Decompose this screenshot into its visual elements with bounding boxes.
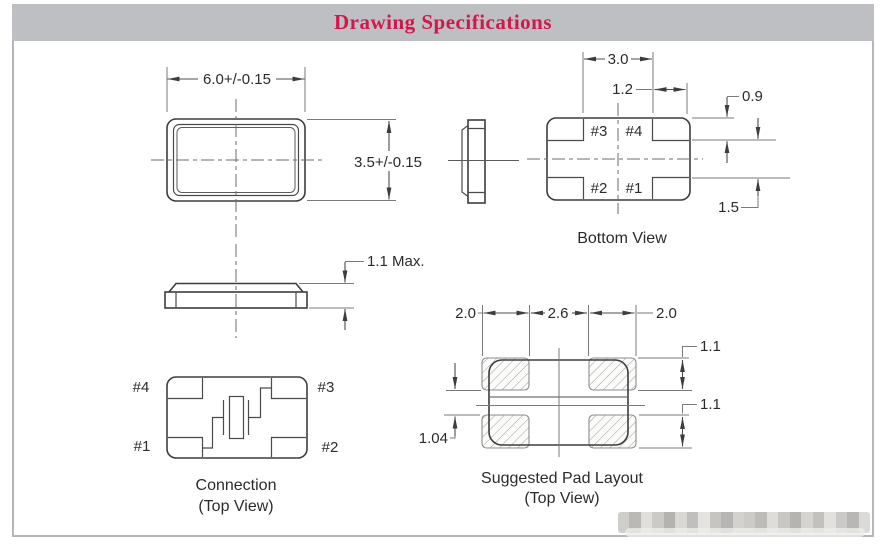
- dim-label-pad-height: 0.9: [742, 88, 763, 105]
- dim-label-pad-height-bottom: 1.1: [700, 396, 721, 413]
- pad-layout-caption-line2: (Top View): [524, 490, 600, 507]
- pad-label-3: #3: [590, 123, 608, 140]
- dim-label-row-gap: 1.04: [418, 430, 448, 447]
- top-view: [151, 67, 422, 240]
- pad-corner-bottom-left: [168, 438, 203, 458]
- land-pad-top-right: [589, 358, 636, 390]
- dim-label-pad-width-left: 2.0: [455, 305, 476, 322]
- pad-corner-bottom-left: [548, 178, 584, 200]
- bottom-view: [527, 51, 790, 247]
- dim-label-max-height: 1.1 Max.: [367, 253, 425, 270]
- lead-to-pad1: [203, 418, 224, 449]
- pad-corner-top-right: [272, 378, 307, 399]
- package-outline: [167, 377, 307, 458]
- pad-label-3: #3: [317, 379, 335, 396]
- pad-corner-top-left: [548, 119, 584, 141]
- bottom-view-caption: Bottom View: [577, 230, 667, 247]
- dim-label-pad-gap: 1.5: [718, 199, 739, 216]
- lead-to-pad3: [249, 388, 272, 418]
- crystal-symbol-body: [230, 397, 244, 439]
- pad-label-1: #1: [625, 180, 643, 197]
- page-title: Drawing Specifications: [333, 10, 553, 34]
- pad-label-2: #2: [590, 180, 608, 197]
- dim-label-height: 3.5+/-0.15: [354, 154, 422, 171]
- dim-label-pad-height-top: 1.1: [700, 338, 721, 355]
- side-profile-view: [165, 244, 425, 338]
- connection-caption-line1: Connection: [195, 477, 277, 494]
- pad-corner-bottom-right: [653, 178, 690, 200]
- pad-label-1: #1: [133, 438, 151, 455]
- pad-label-4: #4: [625, 123, 643, 140]
- connection-caption-line2: (Top View): [198, 498, 274, 515]
- pad-label-4: #4: [132, 379, 150, 396]
- land-pad-bottom-right: [589, 415, 636, 448]
- dim-label-pad-width-right: 2.0: [656, 305, 677, 322]
- pad-label-2: #2: [321, 439, 339, 456]
- pad-corner-top-left: [168, 378, 203, 399]
- end-profile-view: [448, 120, 519, 203]
- pad-corner-top-right: [653, 119, 690, 141]
- pad-corner-bottom-right: [272, 438, 307, 458]
- end-profile-body: [468, 120, 485, 203]
- dim-label-width: 6.0+/-0.15: [203, 71, 271, 88]
- connection-view: [133, 377, 339, 515]
- dim-label-center-gap: 2.6: [547, 305, 569, 322]
- watermark-glow: [625, 528, 865, 537]
- dim-label-pad-width: 1.2: [612, 81, 633, 98]
- dim-label-pad-span: 3.0: [607, 51, 629, 68]
- pad-layout-view: [419, 305, 721, 507]
- pad-layout-caption-line1: Suggested Pad Layout: [481, 470, 643, 487]
